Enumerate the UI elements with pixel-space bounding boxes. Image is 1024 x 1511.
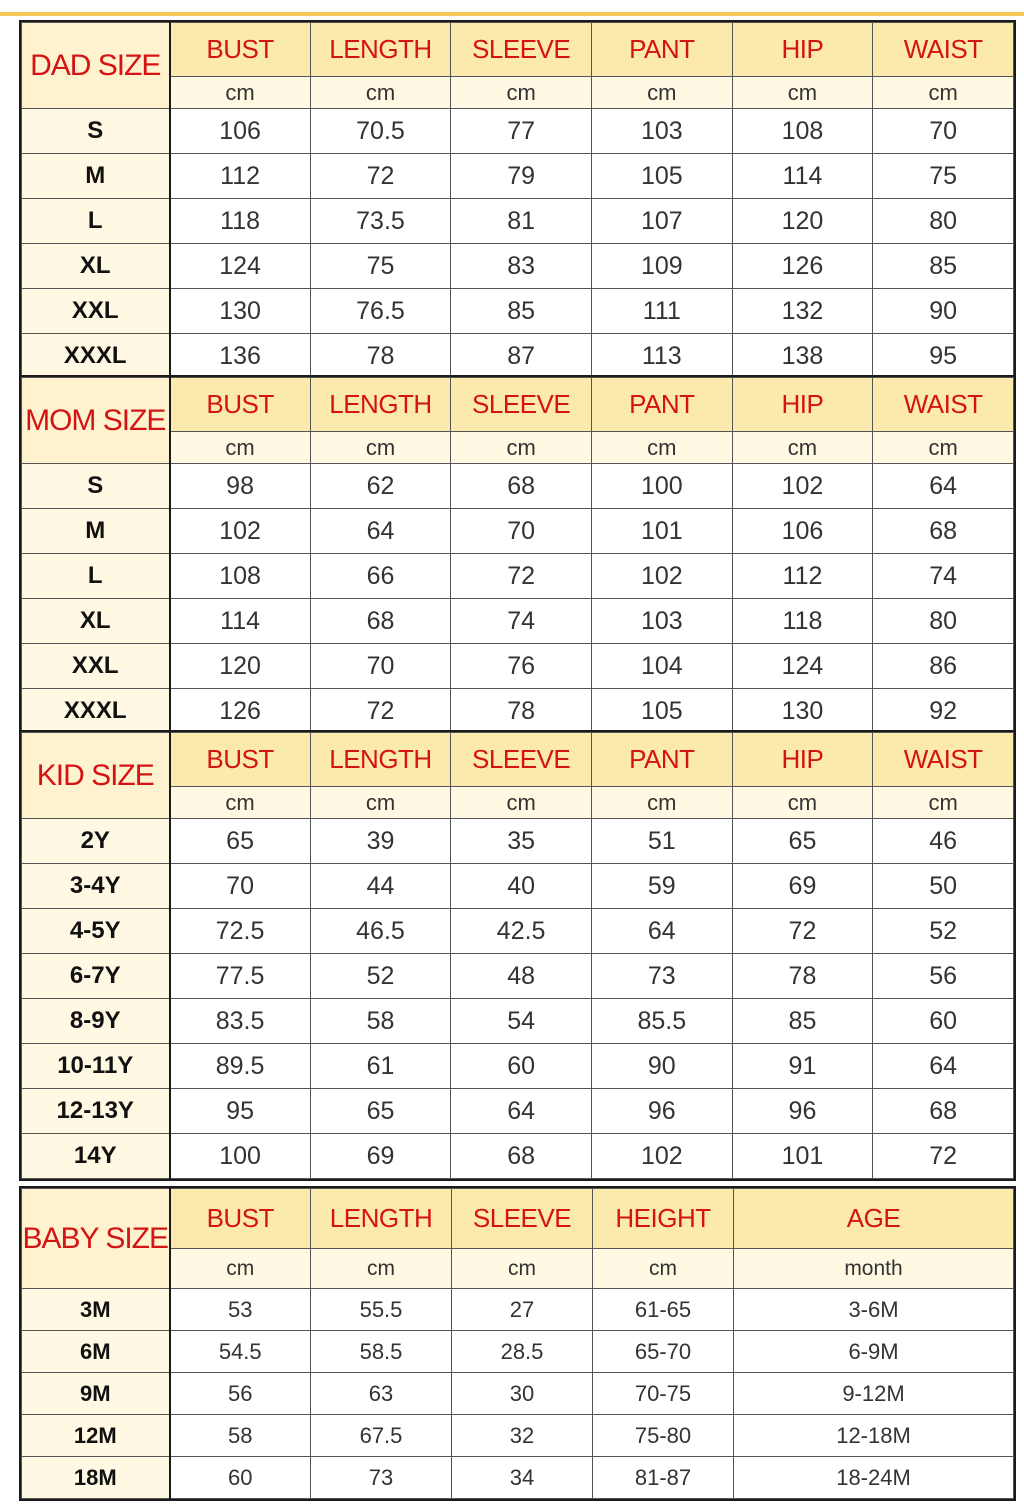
size-label: L [22, 554, 170, 599]
table-row [22, 554, 1014, 599]
column-header: WAIST [873, 733, 1014, 787]
unit-label: cm [310, 787, 451, 819]
size-value: 101 [732, 1134, 873, 1179]
table-row [22, 1457, 1014, 1499]
table-title: BABY SIZE [22, 1189, 170, 1289]
size-value: 42.5 [451, 909, 592, 954]
column-header: SLEEVE [451, 733, 592, 787]
size-value: 118 [732, 599, 873, 644]
size-value: 106 [732, 509, 873, 554]
size-value: 102 [732, 464, 873, 509]
size-value: 102 [591, 1134, 732, 1179]
size-value: 70 [873, 109, 1014, 154]
size-value: 52 [310, 954, 451, 999]
column-header: PANT [591, 23, 732, 77]
size-value: 68 [873, 1089, 1014, 1134]
size-value: 105 [591, 154, 732, 199]
size-value: 34 [452, 1457, 593, 1499]
size-value: 130 [732, 689, 873, 734]
size-value: 124 [170, 244, 311, 289]
unit-label: cm [591, 787, 732, 819]
table-row [22, 644, 1014, 689]
size-value: 35 [451, 819, 592, 864]
size-label: M [22, 154, 170, 199]
table-title: KID SIZE [22, 733, 170, 819]
column-header: BUST [170, 733, 311, 787]
size-value: 68 [451, 464, 592, 509]
size-value: 87 [451, 334, 592, 379]
size-value: 6-9M [734, 1331, 1014, 1373]
size-label: 12-13Y [22, 1089, 170, 1134]
size-value: 136 [170, 334, 311, 379]
column-header: LENGTH [311, 1189, 452, 1249]
size-value: 78 [732, 954, 873, 999]
unit-label: cm [873, 787, 1014, 819]
size-value: 64 [310, 509, 451, 554]
table-row [22, 1415, 1014, 1457]
table-title: DAD SIZE [22, 23, 170, 109]
column-header: PANT [591, 733, 732, 787]
top-accent-line [0, 12, 1024, 16]
size-value: 65-70 [593, 1331, 734, 1373]
size-value: 96 [732, 1089, 873, 1134]
column-header: LENGTH [310, 23, 451, 77]
unit-label: cm [591, 432, 732, 464]
size-value: 64 [591, 909, 732, 954]
size-value: 80 [873, 199, 1014, 244]
size-value: 27 [452, 1289, 593, 1331]
table-row [22, 1044, 1014, 1089]
size-value: 18-24M [734, 1457, 1014, 1499]
size-label: XL [22, 599, 170, 644]
column-header: SLEEVE [451, 378, 592, 432]
size-value: 114 [170, 599, 311, 644]
size-value: 85 [451, 289, 592, 334]
size-value: 70 [310, 644, 451, 689]
column-header: AGE [734, 1189, 1014, 1249]
size-value: 62 [310, 464, 451, 509]
size-label: 10-11Y [22, 1044, 170, 1089]
size-value: 76.5 [310, 289, 451, 334]
size-value: 61 [310, 1044, 451, 1089]
size-value: 40 [451, 864, 592, 909]
unit-label: cm [310, 432, 451, 464]
table-row [22, 244, 1014, 289]
table-row [22, 1331, 1014, 1373]
table-row [22, 1373, 1014, 1415]
size-value: 68 [451, 1134, 592, 1179]
size-value: 138 [732, 334, 873, 379]
size-value: 64 [873, 1044, 1014, 1089]
size-value: 67.5 [311, 1415, 452, 1457]
table-row [22, 689, 1014, 734]
table-row [22, 909, 1014, 954]
table-row [22, 1089, 1014, 1134]
size-value: 12-18M [734, 1415, 1014, 1457]
size-value: 61-65 [593, 1289, 734, 1331]
size-value: 68 [873, 509, 1014, 554]
size-label: XXXL [22, 689, 170, 734]
column-header: PANT [591, 378, 732, 432]
kid-size-table [19, 730, 1016, 1181]
size-value: 65 [310, 1089, 451, 1134]
table-row [22, 464, 1014, 509]
size-value: 91 [732, 1044, 873, 1089]
size-value: 106 [170, 109, 311, 154]
size-value: 112 [170, 154, 311, 199]
size-value: 63 [311, 1373, 452, 1415]
size-value: 58 [170, 1415, 311, 1457]
table-title: MOM SIZE [22, 378, 170, 464]
size-value: 56 [873, 954, 1014, 999]
size-value: 46.5 [310, 909, 451, 954]
size-value: 65 [170, 819, 311, 864]
size-value: 58 [310, 999, 451, 1044]
size-value: 69 [310, 1134, 451, 1179]
unit-label: cm [310, 77, 451, 109]
size-value: 100 [170, 1134, 311, 1179]
unit-label: cm [451, 77, 592, 109]
unit-label: cm [170, 1249, 311, 1289]
column-header: LENGTH [310, 733, 451, 787]
size-value: 126 [732, 244, 873, 289]
size-label: 6-7Y [22, 954, 170, 999]
size-value: 46 [873, 819, 1014, 864]
column-header: SLEEVE [451, 23, 592, 77]
unit-label: cm [873, 432, 1014, 464]
size-value: 108 [170, 554, 311, 599]
size-value: 65 [732, 819, 873, 864]
size-value: 113 [591, 334, 732, 379]
column-header: HIP [732, 378, 873, 432]
size-value: 120 [170, 644, 311, 689]
unit-label: cm [170, 432, 311, 464]
size-label: 18M [22, 1457, 170, 1499]
dad-size-table [19, 20, 1016, 381]
column-header: WAIST [873, 378, 1014, 432]
size-value: 108 [732, 109, 873, 154]
size-value: 72 [310, 154, 451, 199]
size-value: 118 [170, 199, 311, 244]
size-value: 73 [311, 1457, 452, 1499]
size-value: 52 [873, 909, 1014, 954]
size-label: XXL [22, 644, 170, 689]
unit-label: month [734, 1249, 1014, 1289]
size-value: 60 [170, 1457, 311, 1499]
size-label: 3M [22, 1289, 170, 1331]
unit-label: cm [170, 787, 311, 819]
table-row [22, 509, 1014, 554]
unit-label: cm [311, 1249, 452, 1289]
size-value: 72 [873, 1134, 1014, 1179]
size-label: S [22, 109, 170, 154]
size-value: 81 [451, 199, 592, 244]
table-row [22, 154, 1014, 199]
size-value: 60 [451, 1044, 592, 1089]
size-value: 70 [451, 509, 592, 554]
size-value: 112 [732, 554, 873, 599]
size-value: 70.5 [310, 109, 451, 154]
column-header: HIP [732, 23, 873, 77]
size-value: 103 [591, 599, 732, 644]
unit-label: cm [732, 432, 873, 464]
table-row [22, 289, 1014, 334]
unit-label: cm [451, 787, 592, 819]
size-value: 101 [591, 509, 732, 554]
unit-label: cm [451, 432, 592, 464]
mom-size-table [19, 375, 1016, 736]
table-row [22, 1134, 1014, 1179]
table-row [22, 954, 1014, 999]
column-header: HIP [732, 733, 873, 787]
unit-label: cm [873, 77, 1014, 109]
table-row [22, 334, 1014, 379]
size-value: 72 [732, 909, 873, 954]
size-label: 14Y [22, 1134, 170, 1179]
unit-label: cm [170, 77, 311, 109]
size-value: 90 [873, 289, 1014, 334]
size-value: 92 [873, 689, 1014, 734]
size-value: 72 [451, 554, 592, 599]
baby-size-table [19, 1186, 1016, 1501]
size-value: 73.5 [310, 199, 451, 244]
size-label: S [22, 464, 170, 509]
table-row [22, 999, 1014, 1044]
size-value: 111 [591, 289, 732, 334]
size-value: 90 [591, 1044, 732, 1089]
size-value: 70-75 [593, 1373, 734, 1415]
size-label: XXXL [22, 334, 170, 379]
column-header: BUST [170, 23, 311, 77]
unit-label: cm [732, 77, 873, 109]
size-value: 78 [451, 689, 592, 734]
size-value: 130 [170, 289, 311, 334]
size-value: 124 [732, 644, 873, 689]
size-value: 83.5 [170, 999, 311, 1044]
table-row [22, 109, 1014, 154]
column-header: BUST [170, 378, 311, 432]
size-value: 76 [451, 644, 592, 689]
size-label: L [22, 199, 170, 244]
size-value: 83 [451, 244, 592, 289]
unit-label: cm [452, 1249, 593, 1289]
table-row [22, 819, 1014, 864]
size-value: 51 [591, 819, 732, 864]
size-value: 44 [310, 864, 451, 909]
size-value: 95 [170, 1089, 311, 1134]
size-value: 64 [873, 464, 1014, 509]
size-value: 68 [310, 599, 451, 644]
size-value: 64 [451, 1089, 592, 1134]
size-value: 77 [451, 109, 592, 154]
size-value: 50 [873, 864, 1014, 909]
size-value: 53 [170, 1289, 311, 1331]
size-value: 69 [732, 864, 873, 909]
size-label: M [22, 509, 170, 554]
size-value: 66 [310, 554, 451, 599]
size-value: 56 [170, 1373, 311, 1415]
unit-label: cm [732, 787, 873, 819]
size-value: 85 [873, 244, 1014, 289]
size-label: XL [22, 244, 170, 289]
size-value: 114 [732, 154, 873, 199]
size-value: 58.5 [311, 1331, 452, 1373]
size-value: 104 [591, 644, 732, 689]
size-value: 28.5 [452, 1331, 593, 1373]
size-value: 102 [170, 509, 311, 554]
size-value: 86 [873, 644, 1014, 689]
size-value: 54 [451, 999, 592, 1044]
size-value: 102 [591, 554, 732, 599]
size-value: 75-80 [593, 1415, 734, 1457]
size-value: 96 [591, 1089, 732, 1134]
size-value: 55.5 [311, 1289, 452, 1331]
unit-label: cm [593, 1249, 734, 1289]
size-value: 74 [451, 599, 592, 644]
size-value: 132 [732, 289, 873, 334]
table-row [22, 599, 1014, 644]
table-row [22, 199, 1014, 244]
size-value: 98 [170, 464, 311, 509]
size-value: 105 [591, 689, 732, 734]
size-value: 100 [591, 464, 732, 509]
size-value: 103 [591, 109, 732, 154]
size-value: 78 [310, 334, 451, 379]
size-value: 39 [310, 819, 451, 864]
size-value: 30 [452, 1373, 593, 1415]
size-value: 59 [591, 864, 732, 909]
size-value: 85.5 [591, 999, 732, 1044]
size-value: 72.5 [170, 909, 311, 954]
size-value: 60 [873, 999, 1014, 1044]
size-value: 80 [873, 599, 1014, 644]
size-value: 74 [873, 554, 1014, 599]
size-label: 2Y [22, 819, 170, 864]
table-row [22, 1289, 1014, 1331]
size-value: 3-6M [734, 1289, 1014, 1331]
column-header: HEIGHT [593, 1189, 734, 1249]
size-value: 85 [732, 999, 873, 1044]
size-value: 75 [873, 154, 1014, 199]
size-value: 72 [310, 689, 451, 734]
size-label: 8-9Y [22, 999, 170, 1044]
size-value: 109 [591, 244, 732, 289]
column-header: WAIST [873, 23, 1014, 77]
table-row [22, 864, 1014, 909]
size-value: 126 [170, 689, 311, 734]
size-label: 9M [22, 1373, 170, 1415]
column-header: LENGTH [310, 378, 451, 432]
size-value: 75 [310, 244, 451, 289]
size-label: 3-4Y [22, 864, 170, 909]
column-header: BUST [170, 1189, 311, 1249]
size-value: 32 [452, 1415, 593, 1457]
size-label: 6M [22, 1331, 170, 1373]
size-value: 70 [170, 864, 311, 909]
size-value: 77.5 [170, 954, 311, 999]
size-value: 73 [591, 954, 732, 999]
size-label: XXL [22, 289, 170, 334]
column-header: SLEEVE [452, 1189, 593, 1249]
size-value: 107 [591, 199, 732, 244]
size-value: 48 [451, 954, 592, 999]
size-value: 81-87 [593, 1457, 734, 1499]
size-value: 120 [732, 199, 873, 244]
size-label: 4-5Y [22, 909, 170, 954]
size-value: 89.5 [170, 1044, 311, 1089]
size-value: 9-12M [734, 1373, 1014, 1415]
size-value: 54.5 [170, 1331, 311, 1373]
unit-label: cm [591, 77, 732, 109]
size-value: 79 [451, 154, 592, 199]
size-value: 95 [873, 334, 1014, 379]
size-label: 12M [22, 1415, 170, 1457]
